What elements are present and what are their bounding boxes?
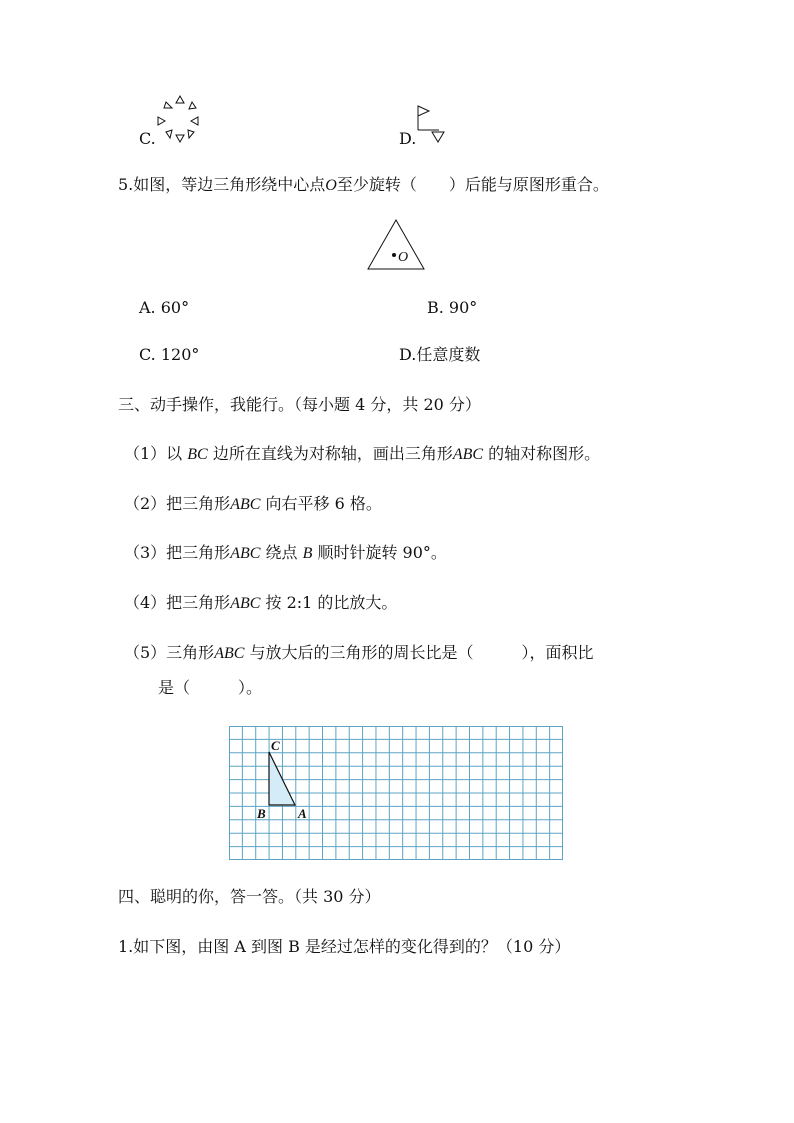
option-d-label: D. [399,129,417,148]
q5-option-d: D.任意度数 [399,345,481,364]
section4-question-1: 1.如下图，由图 A 到图 B 是经过怎样的变化得到的？（10 分） [118,937,571,956]
vertex-b-label: B [257,806,266,821]
triangle-mark [191,117,198,125]
point-o-label: O [398,250,409,265]
q5-option-c: C. 120° [139,345,200,364]
vertex-a-label: A [298,806,307,821]
q5-option-b: B. 90° [427,298,478,317]
triangle-mark [164,102,172,108]
option-d-figure [415,104,445,144]
triangle-mark [432,132,444,142]
section3-item-4: （4）把三角形ABC 按 2:1 的比放大。 [124,593,398,612]
option-c-figure [154,94,206,146]
q5-text: 5.如图，等边三角形绕中心点O至少旋转（ ）后能与原图形重合。 [118,175,609,194]
triangle-mark [176,135,184,142]
triangle-mark [166,130,172,138]
triangle-mark [189,102,196,109]
option-c-label: C. [139,129,156,148]
section4-heading: 四、聪明的你，答一答。（共 30 分） [118,887,381,906]
section3-item-2: （2）把三角形ABC 向右平移 6 格。 [124,494,382,513]
triangle-mark [188,130,194,138]
q5-option-a: A. 60° [139,298,190,317]
flag-icon [418,106,429,116]
equilateral-triangle-figure [366,218,426,272]
section3-item-1: （1）以 BC 边所在直线为对称轴，画出三角形ABC 的轴对称图形。 [124,444,601,463]
drawing-grid [229,726,563,860]
section3-item-5: （5）三角形ABC 与放大后的三角形的周长比是（ ），面积比 [124,643,594,662]
triangle-mark [158,117,165,125]
section3-item-3: （3）把三角形ABC 绕点 B 顺时针旋转 90°。 [124,543,447,562]
triangle-mark [176,96,184,103]
center-point [392,253,396,257]
section3-heading: 三、动手操作，我能行。（每小题 4 分，共 20 分） [118,395,481,414]
vertex-c-label: C [271,738,280,753]
section3-item-5-cont: 是（ ）。 [158,678,263,697]
